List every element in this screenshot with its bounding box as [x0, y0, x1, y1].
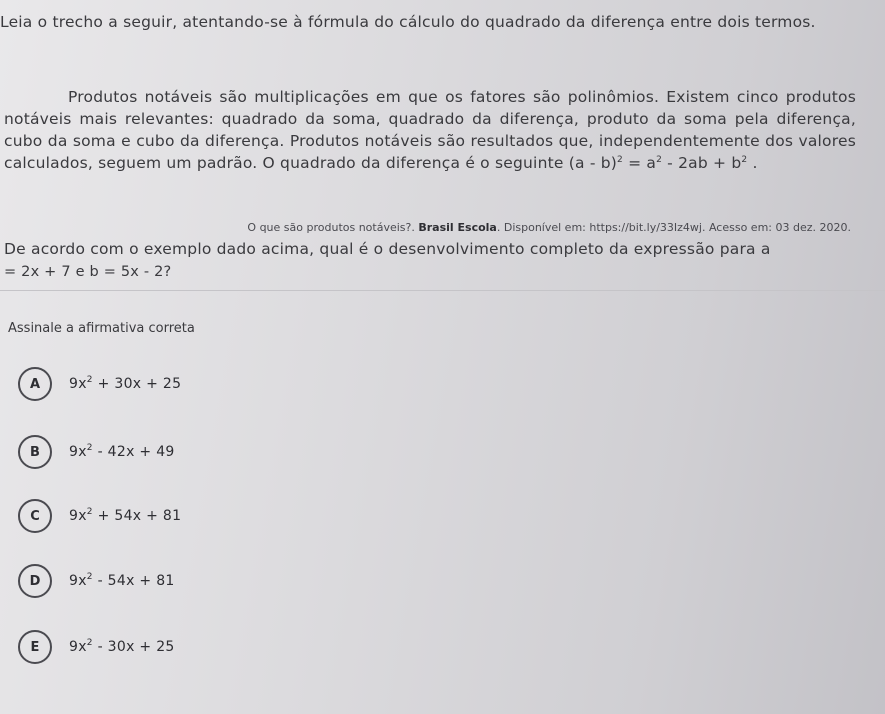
option-c-letter[interactable]: C [18, 499, 52, 533]
instruction-label: Assinale a afirmativa correta [8, 321, 195, 336]
passage-text: Produtos notáveis são multiplicações em que os fatores são polinômios. Existem cinco produtos notáveis mais relevantes: quadrado da soma, quadrado da diferença, produto da soma pela diferença, cubo da soma e cubo da diferença. Produtos notáveis são resultados que, independentemente dos valores calculados, seguem um padrão. O quadrado da diferença é o seguinte [4, 88, 856, 172]
divider [0, 290, 885, 291]
question-text [4, 238, 862, 283]
difference-square-formula [569, 154, 758, 172]
citation [247, 221, 851, 234]
option-c-post: + 54x + 81 [92, 508, 182, 524]
option-d-letter[interactable]: D [18, 564, 52, 598]
citation-prefix: O que são produtos notáveis?. [247, 221, 419, 234]
intro-text: Leia o trecho a seguir, atentando-se à fórmula do cálculo do quadrado da diferença entre dois termos. [0, 13, 816, 31]
option-b-text[interactable] [69, 444, 175, 460]
formula-part-1: (a - b) [568, 154, 618, 172]
option-a-text[interactable] [69, 376, 181, 392]
option-a-exponent: 2 [86, 375, 93, 385]
option-b-pre: 9x [69, 444, 87, 460]
option-b-exponent: 2 [86, 443, 93, 453]
option-b-post: - 42x + 49 [92, 444, 175, 460]
option-c-exponent: 2 [86, 507, 93, 517]
option-b[interactable] [18, 432, 175, 472]
option-a-letter[interactable]: A [18, 367, 52, 401]
option-b-letter[interactable]: B [18, 435, 52, 469]
option-e-exponent: 2 [86, 638, 93, 648]
option-d[interactable] [18, 561, 175, 601]
option-e[interactable] [18, 627, 175, 667]
formula-part-3: - 2ab + b [662, 154, 742, 172]
option-d-post: - 54x + 81 [92, 573, 175, 589]
question-expression: = 2x + 7 e b = 5x - 2? [4, 264, 172, 280]
option-a[interactable] [18, 364, 181, 404]
formula-exponent-3: 2 [741, 155, 748, 165]
option-d-pre: 9x [69, 573, 87, 589]
option-c-pre: 9x [69, 508, 87, 524]
option-d-text[interactable] [69, 573, 175, 589]
citation-source: Brasil Escola [418, 221, 497, 234]
option-a-post: + 30x + 25 [92, 376, 182, 392]
option-c[interactable] [18, 496, 181, 536]
formula-part-2: = a [622, 154, 657, 172]
option-e-post: - 30x + 25 [92, 639, 175, 655]
option-a-pre: 9x [69, 376, 87, 392]
formula-part-4: . [747, 154, 758, 172]
formula-exponent-2: 2 [656, 155, 663, 165]
option-e-pre: 9x [69, 639, 87, 655]
citation-suffix: . Disponível em: https://bit.ly/33Iz4wj. Acesso em: 03 dez. 2020. [496, 221, 851, 234]
formula-exponent-1: 2 [617, 155, 623, 165]
option-e-text[interactable] [69, 639, 175, 655]
option-e-letter[interactable]: E [18, 630, 52, 664]
option-d-exponent: 2 [86, 572, 93, 582]
passage-paragraph [4, 86, 856, 174]
question-body: De acordo com o exemplo dado acima, qual é o desenvolvimento completo da expressão para a [4, 240, 771, 258]
option-c-text[interactable] [69, 508, 181, 524]
